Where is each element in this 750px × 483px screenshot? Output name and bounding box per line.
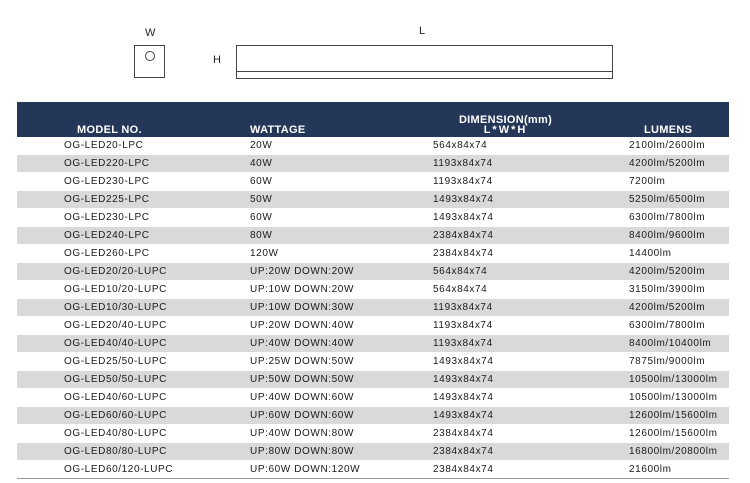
table-row	[17, 209, 729, 227]
cell-model: OG-LED40/40-LUPC	[17, 335, 250, 353]
cell-dimension: 2384x84x74	[433, 443, 588, 461]
table-row	[17, 425, 729, 443]
cell-wattage: 60W	[250, 209, 433, 227]
cell-lumens: 21600lm	[588, 461, 729, 479]
cell-dimension: 1193x84x74	[433, 173, 588, 191]
cell-lumens: 4200lm/5200lm	[588, 155, 729, 173]
cell-dimension: 1193x84x74	[433, 335, 588, 353]
table-row	[17, 263, 729, 281]
cell-lumens: 5250lm/6500lm	[588, 191, 729, 209]
cell-wattage: UP:60W DOWN:120W	[250, 461, 433, 479]
cell-lumens: 2100lm/2600lm	[588, 137, 729, 155]
cell-dimension: 1493x84x74	[433, 407, 588, 425]
cell-model: OG-LED220-LPC	[17, 155, 250, 173]
table-row	[17, 155, 729, 173]
table-row	[17, 299, 729, 317]
cell-model: OG-LED230-LPC	[17, 209, 250, 227]
width-label: W	[145, 27, 156, 39]
cell-wattage: UP:10W DOWN:30W	[250, 299, 433, 317]
table-row	[17, 281, 729, 299]
header-dimension-line1: DIMENSION(mm)	[458, 114, 553, 126]
cell-lumens: 6300lm/7800lm	[588, 209, 729, 227]
cell-lumens: 4200lm/5200lm	[588, 263, 729, 281]
end-view-circle	[145, 51, 155, 61]
cell-dimension: 564x84x74	[433, 281, 588, 299]
cell-wattage: UP:10W DOWN:20W	[250, 281, 433, 299]
cell-lumens: 3150lm/3900lm	[588, 281, 729, 299]
cell-model: OG-LED40/80-LUPC	[17, 425, 250, 443]
cell-model: OG-LED225-LPC	[17, 191, 250, 209]
cell-lumens: 7875lm/9000lm	[588, 353, 729, 371]
table-row	[17, 443, 729, 461]
cell-dimension: 2384x84x74	[433, 245, 588, 263]
cell-lumens: 12600lm/15600lm	[588, 407, 729, 425]
spec-table	[17, 102, 729, 479]
table-row	[17, 407, 729, 425]
cell-dimension: 1493x84x74	[433, 371, 588, 389]
cell-wattage: 20W	[250, 137, 433, 155]
cell-dimension: 2384x84x74	[433, 461, 588, 479]
header-lumens: LUMENS	[588, 102, 729, 137]
cell-model: OG-LED20/20-LUPC	[17, 263, 250, 281]
cell-lumens: 8400lm/9600lm	[588, 227, 729, 245]
cell-lumens: 16800lm/20800lm	[588, 443, 729, 461]
table-row	[17, 335, 729, 353]
table-row	[17, 191, 729, 209]
table-row	[17, 137, 729, 155]
cell-dimension: 564x84x74	[433, 137, 588, 155]
cell-dimension: 2384x84x74	[433, 227, 588, 245]
cell-wattage: 80W	[250, 227, 433, 245]
table-row	[17, 353, 729, 371]
cell-wattage: UP:40W DOWN:40W	[250, 335, 433, 353]
cell-model: OG-LED230-LPC	[17, 173, 250, 191]
cell-wattage: UP:20W DOWN:20W	[250, 263, 433, 281]
cell-model: OG-LED20/40-LUPC	[17, 317, 250, 335]
cell-lumens: 4200lm/5200lm	[588, 299, 729, 317]
table-row	[17, 245, 729, 263]
table-row	[17, 173, 729, 191]
cell-wattage: 120W	[250, 245, 433, 263]
cell-model: OG-LED80/80-LUPC	[17, 443, 250, 461]
cell-dimension: 1193x84x74	[433, 299, 588, 317]
cell-wattage: UP:60W DOWN:60W	[250, 407, 433, 425]
spec-table-wrapper	[17, 102, 729, 479]
cell-dimension: 564x84x74	[433, 263, 588, 281]
table-row	[17, 461, 729, 479]
header-wattage: WATTAGE	[250, 102, 433, 137]
cell-model: OG-LED240-LPC	[17, 227, 250, 245]
cell-wattage: 60W	[250, 173, 433, 191]
cell-dimension: 1193x84x74	[433, 317, 588, 335]
cell-wattage: UP:50W DOWN:50W	[250, 371, 433, 389]
cell-dimension: 1493x84x74	[433, 389, 588, 407]
cell-dimension: 1493x84x74	[433, 209, 588, 227]
fixture-side-view	[236, 45, 613, 79]
cell-lumens: 6300lm/7800lm	[588, 317, 729, 335]
cell-model: OG-LED25/50-LUPC	[17, 353, 250, 371]
cell-model: OG-LED10/30-LUPC	[17, 299, 250, 317]
table-row	[17, 371, 729, 389]
cell-model: OG-LED60/60-LUPC	[17, 407, 250, 425]
cell-model: OG-LED50/50-LUPC	[17, 371, 250, 389]
length-label: L	[419, 25, 426, 37]
fixture-end-view	[134, 45, 165, 78]
cell-wattage: UP:20W DOWN:40W	[250, 317, 433, 335]
cell-wattage: UP:40W DOWN:80W	[250, 425, 433, 443]
table-row	[17, 389, 729, 407]
cell-model: OG-LED20-LPC	[17, 137, 250, 155]
header-model: MODEL NO.	[17, 102, 250, 137]
cell-lumens: 10500lm/13000lm	[588, 389, 729, 407]
cell-dimension: 2384x84x74	[433, 425, 588, 443]
height-label: H	[213, 54, 221, 66]
cell-lumens: 10500lm/13000lm	[588, 371, 729, 389]
cell-model: OG-LED10/20-LUPC	[17, 281, 250, 299]
header-dimension	[433, 102, 588, 137]
table-row	[17, 227, 729, 245]
cell-lumens: 14400lm	[588, 245, 729, 263]
cell-wattage: 40W	[250, 155, 433, 173]
cell-lumens: 8400lm/10400lm	[588, 335, 729, 353]
cell-lumens: 12600lm/15600lm	[588, 425, 729, 443]
cell-wattage: UP:40W DOWN:60W	[250, 389, 433, 407]
cell-wattage: 50W	[250, 191, 433, 209]
table-row	[17, 317, 729, 335]
side-view-line	[237, 71, 612, 72]
cell-model: OG-LED40/60-LUPC	[17, 389, 250, 407]
cell-wattage: UP:80W DOWN:80W	[250, 443, 433, 461]
cell-model: OG-LED60/120-LUPC	[17, 461, 250, 479]
cell-model: OG-LED260-LPC	[17, 245, 250, 263]
cell-wattage: UP:25W DOWN:50W	[250, 353, 433, 371]
header-dimension-line2: L*W*H	[483, 124, 528, 136]
cell-dimension: 1493x84x74	[433, 191, 588, 209]
cell-dimension: 1493x84x74	[433, 353, 588, 371]
cell-lumens: 7200lm	[588, 173, 729, 191]
cell-dimension: 1193x84x74	[433, 155, 588, 173]
table-header-row	[17, 102, 729, 137]
